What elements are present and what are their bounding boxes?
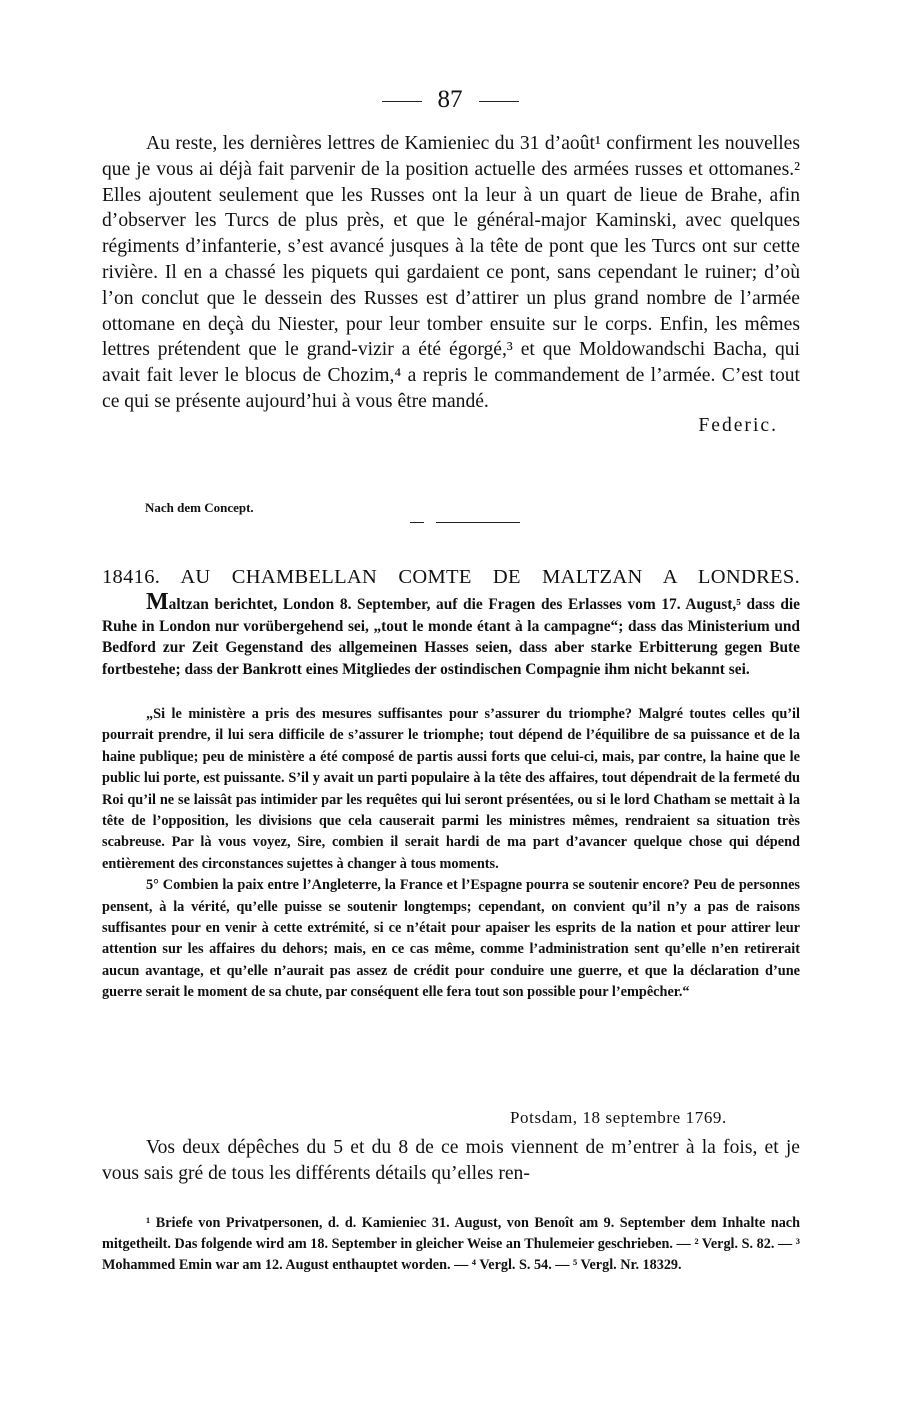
header-rule-left [382,101,422,102]
report-summary [102,589,800,680]
reply-letter [102,1135,800,1187]
dateline: Potsdam, 18 septembre 1769. [510,1108,727,1127]
footnote-text: ¹ Briefe von Privatpersonen, d. d. Kamieniec 31. August, von Benoît am 9. September dem Inhalte nach mitgetheilt. Das folgende wird am 18. September in gleicher Weise an Thulemeier geschrieben. — ² Vergl. S. 82. — ³ Mohammed Emin war am 12. August enthauptet worden. — ⁴ Vergl. S. 54. — ⁵ Vergl. Nr. 18329. [102,1215,800,1274]
letter-paragraph: Au reste, les dernières lettres de Kamieniec du 31 d’août¹ confirment les nouvelles que je vous ai déjà fait parvenir de la position actuelle des armées russes et ottomanes.² Elles ajoutent seulement que les Russes ont la leur à un quart de lieue de Brahe, afin d’observer les Turcs de plus près, et que le général-major Kaminski, avec quelques régiments d’infanterie, s’est avancé jusques à la tête de pont que les Turcs ont sur cette rivière. Il en a chassé les piquets qui gardaient ce pont, sans cependant le ruiner; d’où l’on conclut que le dessein des Russes est d’attirer un plus grand nombre de l’armée ottomane en deçà du Niester, pour leur tomber ensuite sur le corps. Enfin, les mêmes lettres prétendent que le grand-vizir a été égorgé,³ et que Moldowandschi Bacha, qui avait fait lever le blocus de Chozim,⁴ a repris le commandement de l’armée. C’est tout ce qui se présente aujourd’hui à vous être mandé. [102,133,800,412]
source-note: Nach dem Concept. [145,500,254,515]
reply-paragraph: Vos deux dépêches du 5 et du 8 de ce mois viennent de m’entrer à la fois, et je vous sais gré de tous les différents détails qu’elles ren- [102,1137,800,1184]
summary-text: altzan berichtet, London 8. September, auf die Fragen des Erlasses vom 17. August,⁵ dass die Ruhe in London nur vorübergehend sei, „tout le monde étant à la campagne“; dass das Ministerium und Bedford zur Zeit Gegenstand des allgemeinen Hasses seien, dass aber starke Erbitterung gegen Bute fortbestehe; dass der Bankrott eines Mitgliedes der ostindischen Compagnie ihm nicht bekannt sei. [102,596,800,678]
page-number-header [0,86,900,114]
section-heading: 18416. AU CHAMBELLAN COMTE DE MALTZAN A LONDRES. [102,566,800,588]
separator-dash [410,522,424,523]
section-separator [410,522,520,523]
quote-paragraph: „Si le ministère a pris des mesures suffisantes pour s’assurer du triomphe? Malgré toutes celles qu’il pourrait prendre, il lui sera difficile de s’assurer le triomphe; tout dépend de l’équilibre de sa puissance et de la haine publique; peu de ministère a été composé de partis aussi forts que celui-ci, mais, par contre, la haine que le public lui porte, est puissante. S’il y avait un parti populaire à la tête des affaires, tout dépendrait de la fermeté du Roi qu’il ne se laissât pas intimider par les requêtes qui lui seront présentées, ou si le lord Chatham se mettait à la tête de l’opposition, les divisions que cela causerait parmi les ministres mêmes, rendraient sa situation très scabreuse. Par là vous voyez, Sire, combien il serait hardi de ma part d’avancer quelque chose qui dépend entièrement des circonstances sujettes à changer à tous moments. [102,706,800,872]
drop-initial: M [146,589,169,615]
header-rule-right [479,101,519,102]
page-number: 87 [437,86,463,113]
report-quotation [102,704,800,1004]
separator-rule [436,522,520,523]
letter-body [102,131,800,439]
signature: Federic. [698,414,778,436]
quote-paragraph: 5° Combien la paix entre l’Angleterre, la France et l’Espagne pourra se soutenir encore? Peu de personnes pensent, à la vérité, qu’elle puisse se soutenir longtemps; cependant, on convient qu’il n’y a pas de raisons suffisantes pour en venir à cette extrémité, si ce n’était pour apaiser les esprits de la nation et pour attirer leur attention sur les affaires du dehors; mais, en ce cas même, comme l’administration sent qu’elle n’en retirerait aucun avantage, et qu’elle n’aurait pas assez de crédit pour conduire une guerre, et que la déclaration d’une guerre serait le moment de sa chute, par conséquent elle fera tout son possible pour l’empêcher.“ [102,877,800,1001]
footnotes [102,1213,800,1277]
